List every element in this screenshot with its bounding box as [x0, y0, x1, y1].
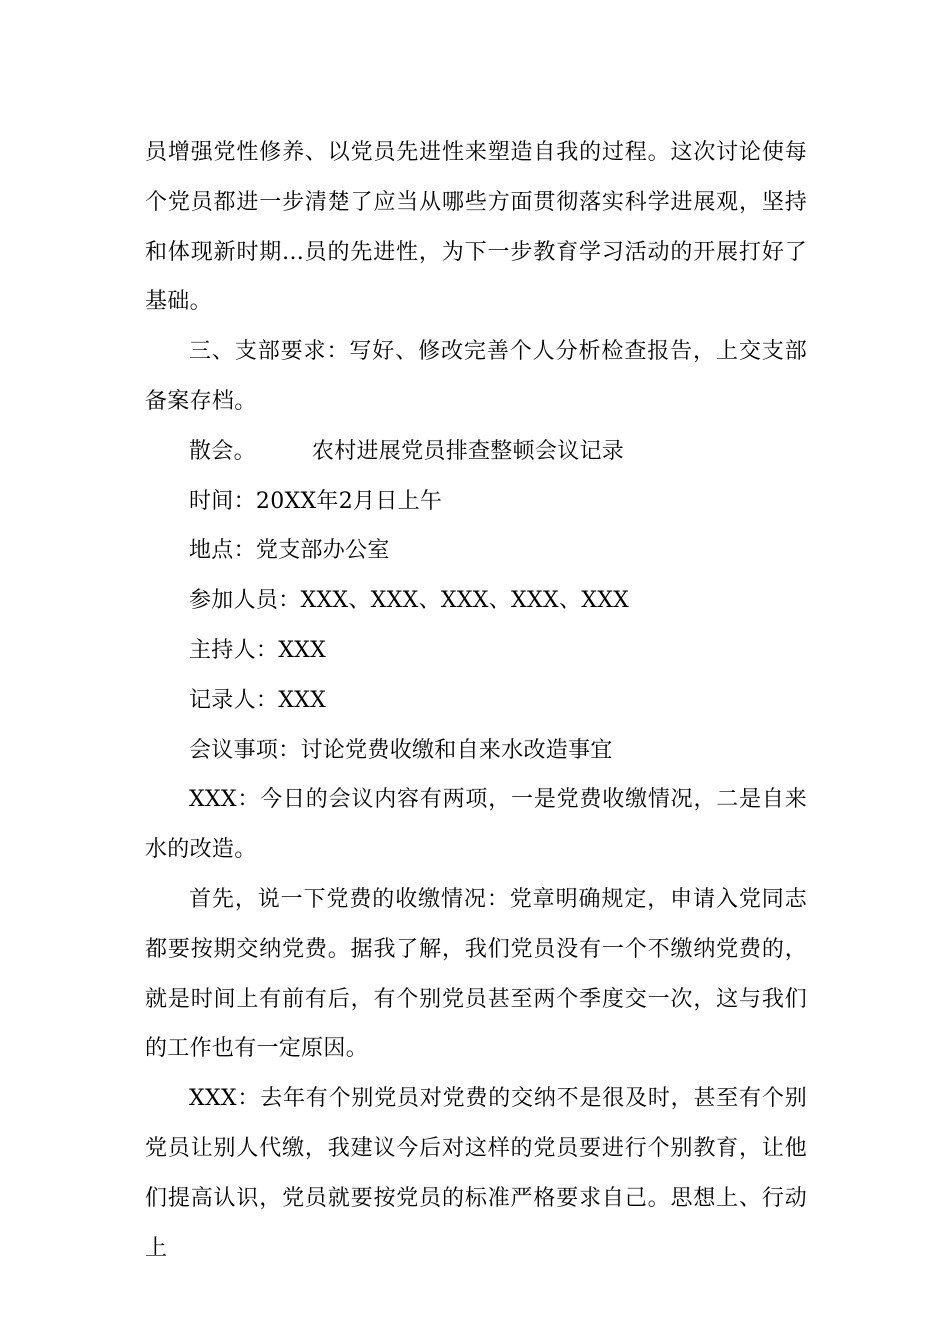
meeting-attendees: 参加人员：XXX、XXX、XXX、XXX、XXX [189, 588, 630, 614]
speaker-paragraph-2: XXX：去年有个别党员对党费的交纳不是很及时，甚至有个别党员让别人代缴，我建议今后对这样的党员要进行个别教育，让他们提高认识，党员就要按党员的标准严格要求自己。思想上、行动上 [145, 1086, 807, 1261]
paragraph-continuation: 员增强党性修养、以党员先进性来塑造自我的过程。这次讨论使每个党员都进一步清楚了应当从哪些方面贯彻落实科学进展观，坚持和体现新时期...员的先进性，为下一步教育学习活动的开展打好了基础。 [145, 140, 807, 315]
meeting-location: 地点：党支部办公室 [189, 538, 390, 564]
speaker-paragraph-1: XXX：今日的会议内容有两项，一是党费收缴情况，二是自来水的改造。 [145, 787, 807, 863]
party-fee-paragraph: 首先，说一下党费的收缴情况：党章明确规定，申请入党同志都要按期交纳党费。据我了解，我们党员没有一个不缴纳党费的，就是时间上有前有后，有个别党员甚至两个季度交一次，这与我们的工作也有一定原因。 [145, 886, 807, 1062]
paragraph-branch-requirements: 三、支部要求：写好、修改完善个人分析检查报告，上交支部备案存档。 [145, 339, 807, 414]
meeting-agenda: 会议事项：讨论党费收缴和自来水改造事宜 [189, 737, 613, 763]
document-page [145, 128, 807, 1273]
meeting-host: 主持人：XXX [189, 637, 327, 663]
paragraph-adjourn-and-title [145, 427, 807, 477]
meeting-record-title: 农村进展党员排查整顿会议记录 [311, 438, 625, 464]
adjourn-text: 散会。 [189, 438, 256, 464]
meeting-recorder: 记录人：XXX [189, 687, 327, 713]
meeting-time: 时间：20XX年2月日上午 [189, 488, 443, 514]
